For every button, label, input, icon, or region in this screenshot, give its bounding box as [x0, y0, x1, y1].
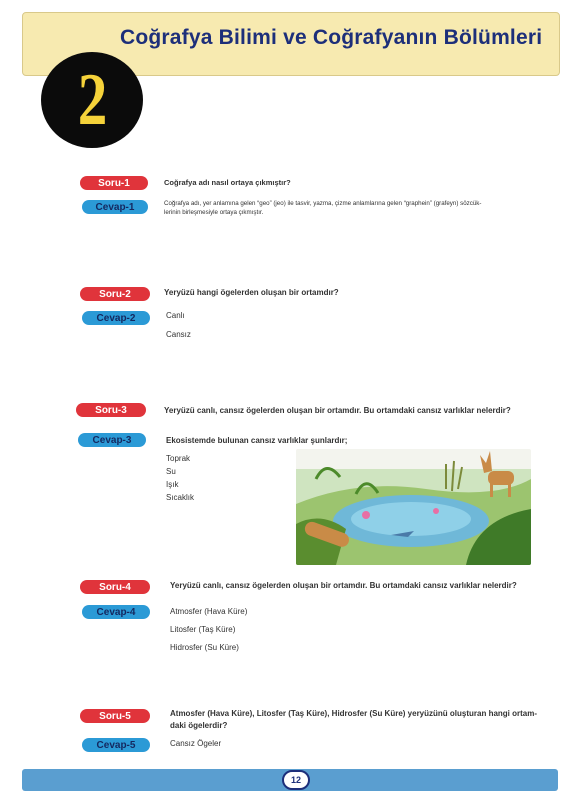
question-label-3: Soru-3	[76, 403, 146, 417]
question-label-2: Soru-2	[80, 287, 150, 301]
question-text-5b: daki ögelerdir?	[170, 721, 228, 730]
question-label-5: Soru-5	[80, 709, 150, 723]
answer-item-3c: Işık	[166, 480, 179, 489]
answer-item-4c: Hidrosfer (Su Küre)	[170, 643, 239, 652]
question-text-1: Coğrafya adı nasıl ortaya çıkmıştır?	[164, 178, 291, 187]
answer-line-1b: lerinin birleşmesiyle ortaya çıkmıştır.	[164, 209, 264, 216]
answer-line-1a: Coğrafya adı, yer anlamına gelen “geo” (jeo) ile tasvir, yazma, çizme anlamlarına gelen “graphein” (grafeyn) sözcük-	[164, 200, 482, 207]
page-title: Coğrafya Bilimi ve Coğrafyanın Bölümleri	[120, 26, 543, 49]
answer-label-1: Cevap-1	[82, 200, 148, 214]
answer-item-3d: Sıcaklık	[166, 493, 195, 502]
answer-item-5: Cansız Ögeler	[170, 739, 222, 748]
answer-item-3b: Su	[166, 467, 176, 476]
question-text-4: Yeryüzü canlı, cansız ögelerden oluşan bir ortamdır. Bu ortamdaki cansız varlıklar nelerdir?	[170, 581, 517, 590]
question-label-4: Soru-4	[80, 580, 150, 594]
answer-item-4b: Litosfer (Taş Küre)	[170, 625, 236, 634]
answer-label-4: Cevap-4	[82, 605, 150, 619]
question-text-5a: Atmosfer (Hava Küre), Litosfer (Taş Küre), Hidrosfer (Su Küre) yeryüzünü oluşturan hangi ortam-	[170, 709, 538, 718]
answer-item-2a: Canlı	[166, 311, 185, 320]
answer-item-3a: Toprak	[166, 454, 191, 463]
unit-number-badge	[41, 52, 143, 148]
answer-item-2b: Cansız	[166, 330, 191, 339]
question-label-1: Soru-1	[80, 176, 148, 190]
answer-label-3: Cevap-3	[78, 433, 146, 447]
question-text-2: Yeryüzü hangi ögelerden oluşan bir ortamdır?	[164, 288, 339, 297]
page-number: 12	[282, 770, 310, 790]
answer-label-5: Cevap-5	[82, 738, 150, 752]
question-text-3: Yeryüzü canlı, cansız ögelerden oluşan bir ortamdır. Bu ortamdaki cansız varlıklar nelerdir?	[164, 406, 511, 415]
ecosystem-pond-image	[296, 449, 531, 565]
ecosystem-illustration	[296, 449, 531, 565]
answer-item-4a: Atmosfer (Hava Küre)	[170, 607, 248, 616]
answer-label-2: Cevap-2	[82, 311, 150, 325]
answer-intro-3: Ekosistemde bulunan cansız varlıklar şunlardır;	[166, 436, 348, 445]
unit-number: 2	[77, 59, 107, 141]
